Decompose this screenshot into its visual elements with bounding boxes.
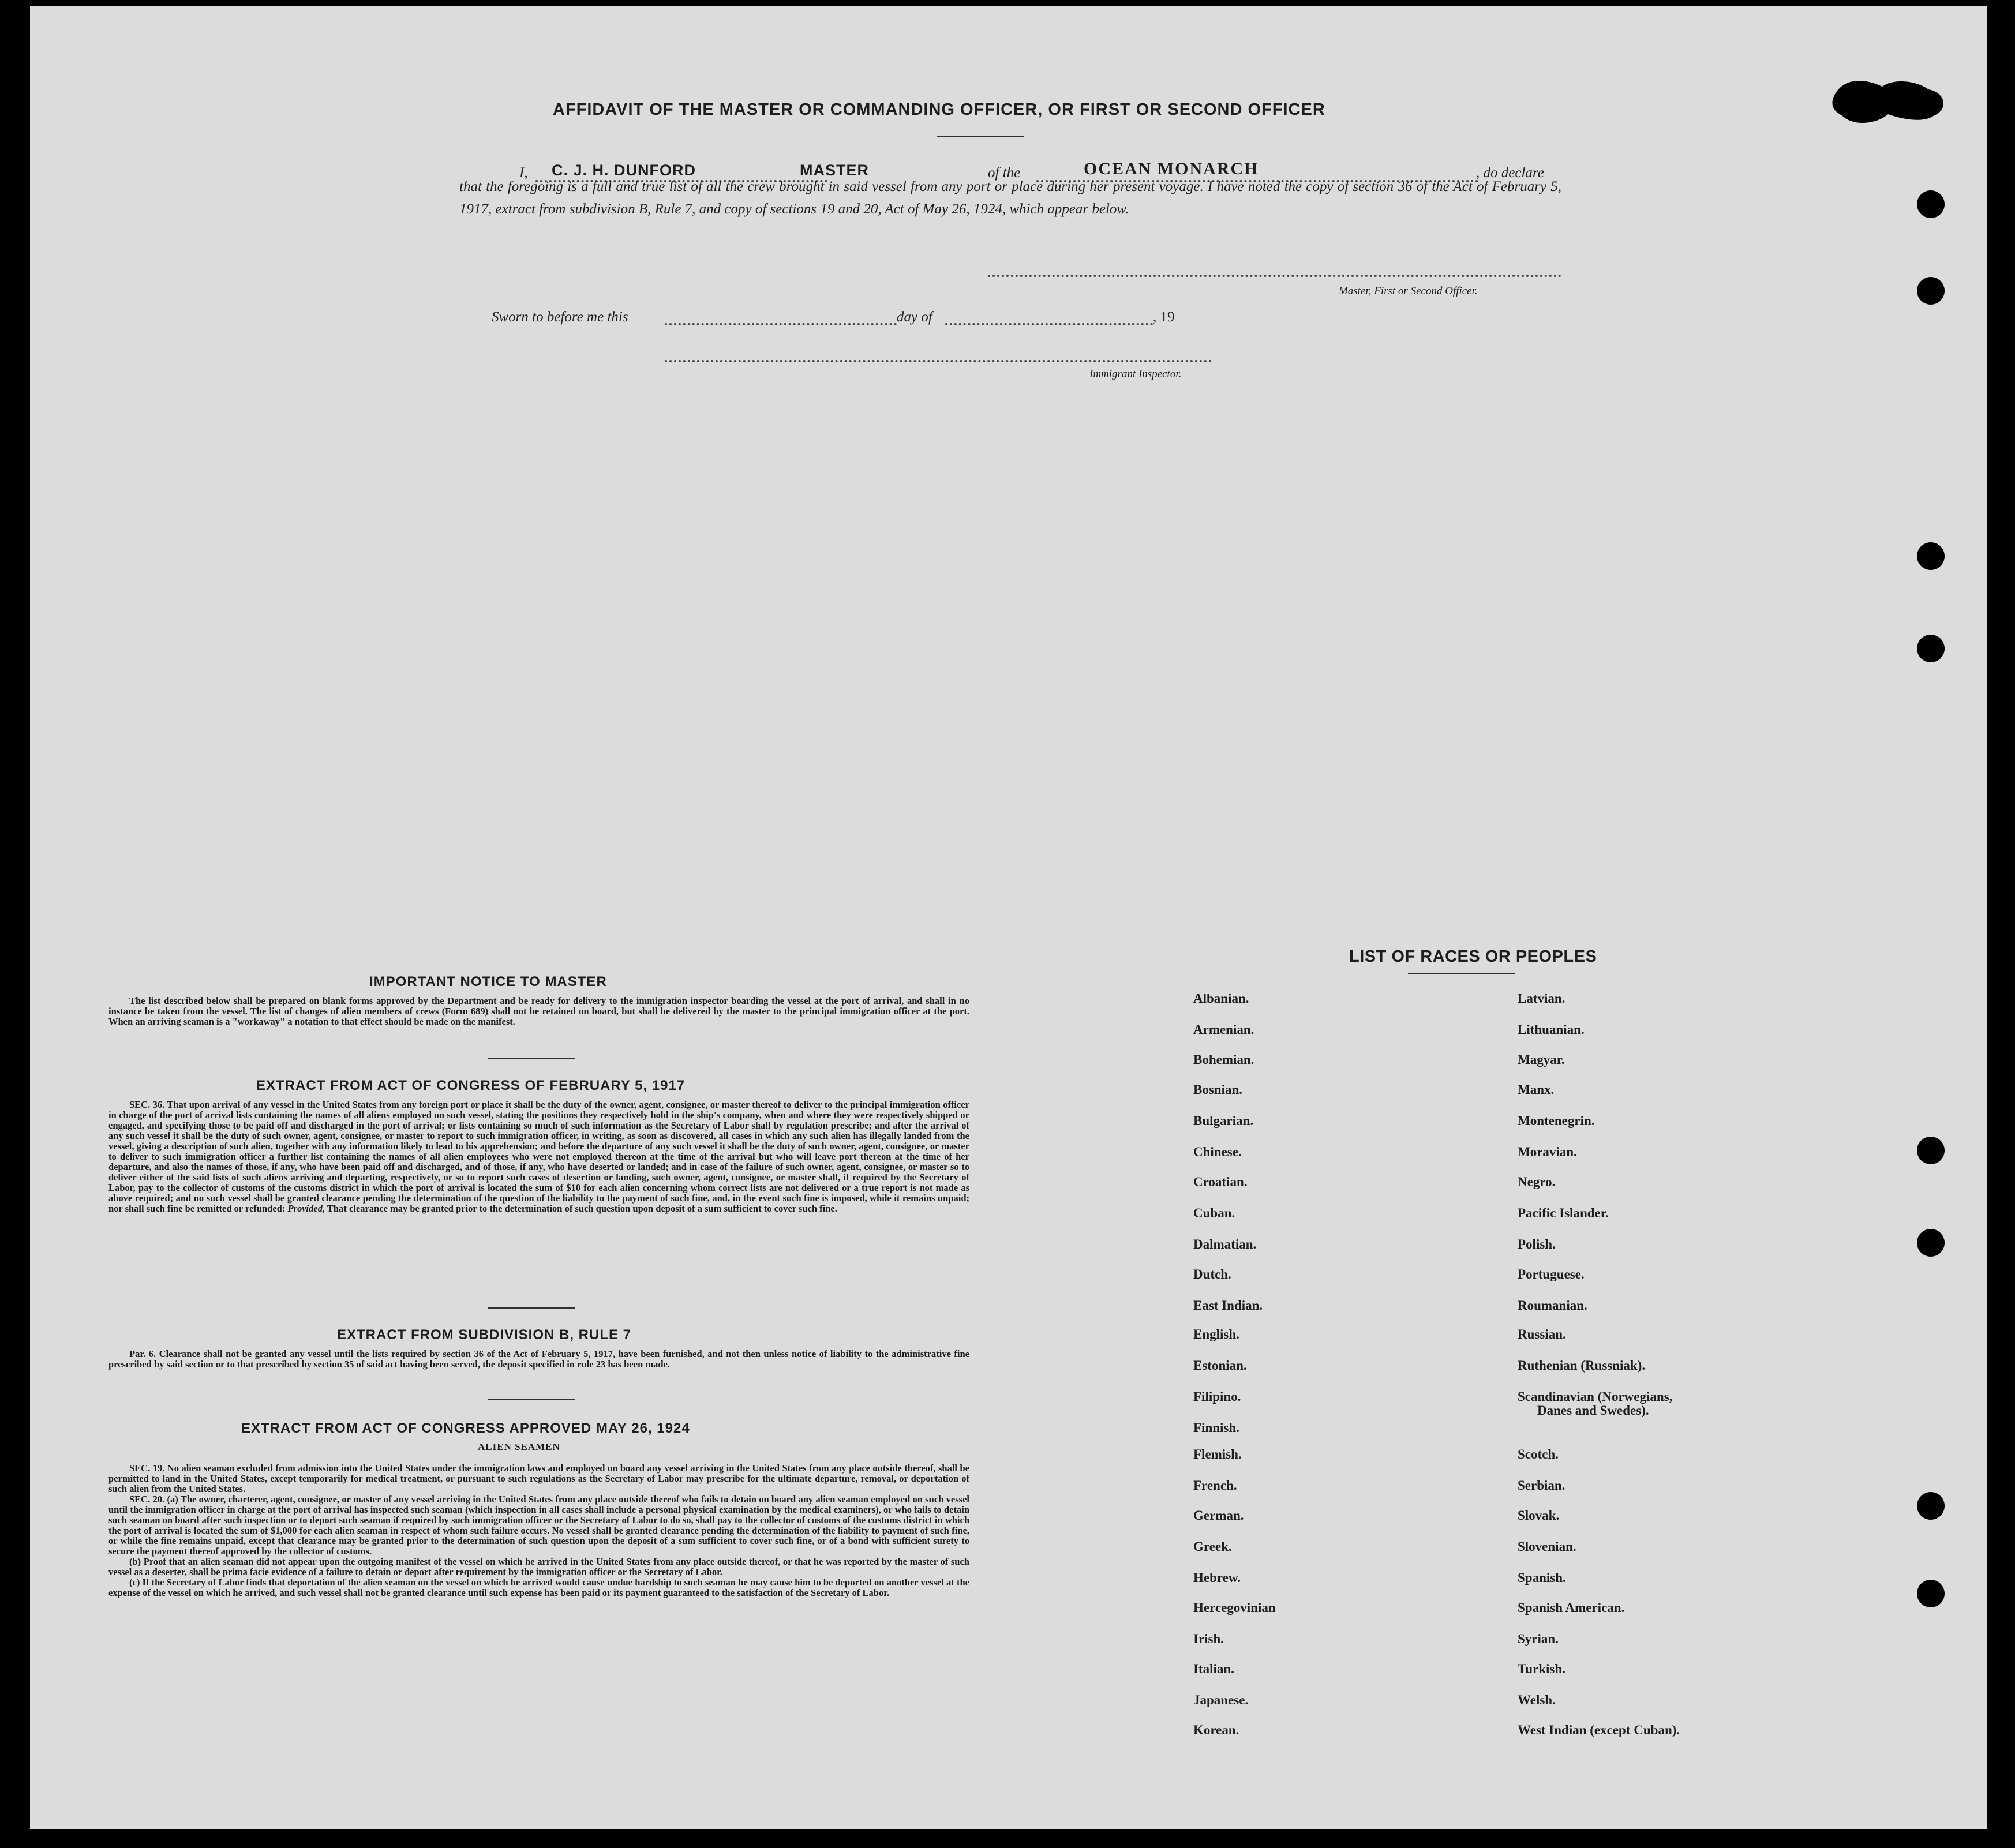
sec-19-paragraph: SEC. 19. No alien seaman excluded from admission into the United States under the immigration laws and employed on board any vessel arriving in the United States from any place outside thereof, shall be permitted to land in the United States, except temporarily for medical treatment, or pursuant to such regulations as the Secretary of Labor may prescribe for the ultimate departure, removal, or deportation of such alien from the United States.: [108, 1463, 969, 1494]
race-left: Armenian.: [1193, 1022, 1254, 1037]
punch-hole: [1917, 542, 1945, 570]
sworn-month-blank: [945, 323, 1153, 325]
race-left: Japanese.: [1193, 1693, 1249, 1707]
extract-1924-body: [108, 1463, 969, 1598]
sworn-prefix: Sworn to before me this: [492, 309, 628, 325]
race-right: Polish.: [1518, 1237, 1556, 1251]
race-right: Manx.: [1518, 1082, 1555, 1097]
race-right: Syrian.: [1518, 1632, 1559, 1646]
label-master: Master,: [1339, 285, 1372, 297]
punch-hole: [1917, 1229, 1945, 1257]
race-left: Cuban.: [1193, 1206, 1235, 1220]
race-right: Portuguese.: [1518, 1267, 1585, 1281]
race-left: Bohemian.: [1193, 1052, 1254, 1067]
race-left: Hercegovinian: [1193, 1600, 1276, 1615]
sec-36-label: SEC. 36.: [129, 1099, 165, 1110]
race-left: Korean.: [1193, 1723, 1239, 1737]
affidavit-of-the: of the: [988, 165, 1021, 181]
race-left: Dalmatian.: [1193, 1237, 1257, 1251]
race-left: Bosnian.: [1193, 1082, 1243, 1097]
race-left: German.: [1193, 1508, 1244, 1523]
rule7-paragraph: Par. 6. Clearance shall not be granted any vessel until the lists required by section 36 of the Act of February 5, 1917, have been furnished, and not then unless notice of liability to the administrative fine prescribed by said section or to that prescribed by section 35 of said act having been served, the deposit specified in rule 23 has been made.: [108, 1348, 969, 1370]
sec-20a-paragraph: SEC. 20. (a) The owner, charterer, agent, consignee, or master of any vessel arriving in the United States from any place outside thereof who fails to detain on board any alien seaman employed on such vessel until the immigration officer in charge at the port of arrival has inspected such seaman (which inspection in all cases shall include a personal physical examination by the medical examiners), or who fails to detain such seaman on board after such inspection or to deport such seaman if required by such immigration officer or the Secretary of Labor to do so, shall pay to the collector of customs of the customs district in which the port of arrival is located the sum of $1,000 for each alien seaman in respect of whom such failure occurs. No vessel shall be granted clearance pending the determination of the liability to payment of such fine, or while the fine remains unpaid, except that clearance may be granted prior to the determination of such question upon the deposit of a sum sufficient to cover such fine, or of a bond with sufficient surety to secure the payment thereof approved by the collector of customs.: [108, 1494, 969, 1557]
affidavit-declare: , do declare: [1476, 165, 1544, 181]
race-left: Bulgarian.: [1193, 1114, 1254, 1128]
punch-hole: [1917, 1580, 1945, 1607]
race-left: Irish.: [1193, 1632, 1224, 1646]
race-right: Lithuanian.: [1518, 1022, 1585, 1037]
signature-label: [1339, 285, 1478, 298]
punch-hole: [1917, 277, 1945, 305]
sec-20c-paragraph: (c) If the Secretary of Labor finds that deportation of the alien seaman on the vessel on which he arrived would cause undue hardship to such seaman he may cause him to be deported on another vessel at the expense of the vessel on which he arrived, and such vessel shall not be granted clearance until such expense has been paid or its payment guaranteed to the satisfaction of the Secretary of Labor.: [108, 1577, 969, 1598]
race-right: Roumanian.: [1518, 1298, 1587, 1313]
sworn-year: , 19: [1153, 309, 1175, 325]
race-right: Turkish.: [1518, 1662, 1565, 1676]
punch-hole: [1917, 635, 1945, 662]
sec-20b-paragraph: (b) Proof that an alien seaman did not appear upon the outgoing manifest of the vessel on which he arrived in the United States from any place outside thereof, or that he was reported by the master of such vessel as a deserter, shall be prima facie evidence of a failure to detain or deport after requirement by the immigration officer or the Secretary of Labor.: [108, 1556, 969, 1577]
rule7-title: EXTRACT FROM SUBDIVISION B, RULE 7: [337, 1327, 632, 1343]
extract-1924-title: EXTRACT FROM ACT OF CONGRESS APPROVED MAY 26, 1924: [241, 1420, 690, 1436]
officer-name: C. J. H. DUNFORD: [552, 162, 696, 179]
officer-rank: MASTER: [800, 162, 869, 179]
notice-paragraph: The list described below shall be prepared on blank forms approved by the Department and be ready for delivery to the immigration inspector boarding the vessel at the port of arrival, and shall in no instance be taken from the vessel. The list of changes of alien members of crews (Form 689) shall not be retained on board, but shall be delivered by the master to the principal immigration officer at the port. When an arriving seaman is a "workaway" a notation to that effect should be made on the manifest.: [108, 995, 969, 1027]
race-right: Spanish American.: [1518, 1600, 1625, 1615]
sworn-day-blank: [665, 323, 897, 325]
extract-1917-title: EXTRACT FROM ACT OF CONGRESS OF FEBRUARY 5, 1917: [256, 1078, 686, 1093]
race-right: Slovak.: [1518, 1508, 1560, 1523]
inspector-label: Immigrant Inspector.: [1089, 368, 1182, 380]
race-right: Spanish.: [1518, 1570, 1566, 1585]
signature-line: [988, 275, 1561, 277]
race-right: Latvian.: [1518, 991, 1565, 1006]
sworn-day-of: day of: [897, 309, 932, 325]
race-left: Hebrew.: [1193, 1570, 1241, 1585]
race-right: Montenegrin.: [1518, 1114, 1595, 1128]
race-right: West Indian (except Cuban).: [1518, 1723, 1680, 1737]
affidavit-title: AFFIDAVIT OF THE MASTER OR COMMANDING OFFICER, OR FIRST OR SECOND OFFICER: [553, 100, 1325, 119]
race-right: Negro.: [1518, 1175, 1556, 1189]
race-left: East Indian.: [1193, 1298, 1263, 1313]
punch-hole: [1917, 1492, 1945, 1520]
extract-1917-divider: [488, 1307, 575, 1309]
race-right: Ruthenian (Russniak).: [1518, 1358, 1646, 1373]
race-left: English.: [1193, 1327, 1239, 1341]
race-right: Danes and Swedes).: [1537, 1403, 1649, 1418]
race-left: Albanian.: [1193, 991, 1249, 1006]
alien-seamen-heading: ALIEN SEAMEN: [478, 1441, 560, 1452]
declaration-text: that the foregoing is a full and true list of all the crew brought in said vessel from any port or place during her present voyage. I have noted the copy of section 36 of the Act of February 5, 1917, extract from subdivision B, Rule 7, and copy of sections 19 and 20, Act of May 26, 1924, which appear below.: [459, 179, 1561, 217]
punch-hole: [1917, 190, 1945, 218]
label-struck-officer: First or Second Officer.: [1374, 285, 1478, 297]
proviso-text: That clearance may be granted prior to the determination of such question upon deposit of a sum sufficient to cover such fine.: [327, 1203, 837, 1214]
race-left: Dutch.: [1193, 1267, 1231, 1281]
race-right: Magyar.: [1518, 1052, 1565, 1067]
race-right: Pacific Islander.: [1518, 1206, 1609, 1220]
rule7-body: [108, 1349, 969, 1370]
race-right: Scandinavian (Norwegians,: [1518, 1389, 1673, 1404]
title-divider: [937, 136, 1024, 137]
race-left: Finnish.: [1193, 1420, 1239, 1435]
notice-divider: [488, 1058, 575, 1059]
race-right: Serbian.: [1518, 1478, 1565, 1493]
sec-36-text: That upon arrival of any vessel in the United States from any foreign port or place it shall be the duty of the owner, agent, consignee, or master thereof to deliver to the principal immigration officer in charge of the port of arrival lists containing the names of all aliens employed on such vessel, stating the positions they respectively hold in the ship's company, when and where they were respectively shipped or engaged, and specifying those to be paid off and discharged in the port of arrival; or lists containing so much of such information as the Secretary of Labor shall by regulation prescribe; and after the arrival of any such vessel it shall be the duty of such owner, agent, consignee, or master to report to such immigration officer, in writing, as soon as discovered, all cases in which any such alien has illegally landed from the vessel, giving a description of such alien, together with any information likely to lead to his apprehension; and before the departure of any such vessel it shall be the duty of such owner, agent, consignee, or master to deliver to such immigration officer a further list containing the names of all alien employees who were not employed thereon at the time of the arrival but who will leave port thereon at the time of her departure, and also the names of those, if any, who have been paid off and discharged, and of those, if any, who have deserted or landed; and in case of the failure of such owner, agent, consignee, or master so to deliver either of the said lists of such aliens arriving and departing, respectively, or so to report such cases of desertion or landing, such owner, agent, consignee, or master shall, if required by the Secretary of Labor, pay to the collector of customs of the customs district in which the port of arrival is located the sum of $10 for each alien concerning whom correct lists are not delivered or a true report is not made as above required; and no such vessel shall be granted clearance pending the determination of the question of the liability to the payment of such fine, and, in the event such fine is imposed, while it remains unpaid; nor shall such fine be remitted or refunded:: [108, 1099, 969, 1214]
notice-title: IMPORTANT NOTICE TO MASTER: [369, 974, 607, 989]
race-left: Chinese.: [1193, 1145, 1242, 1159]
race-left: French.: [1193, 1478, 1237, 1493]
torn-corner-blot: [1830, 69, 1952, 133]
extract-1917-body: [108, 1100, 969, 1214]
race-left: Croatian.: [1193, 1175, 1248, 1189]
race-left: Italian.: [1193, 1662, 1234, 1676]
race-left: Estonian.: [1193, 1358, 1247, 1373]
race-right: Russian.: [1518, 1327, 1566, 1341]
rule7-divider: [488, 1399, 575, 1400]
race-right: Welsh.: [1518, 1693, 1556, 1707]
race-left: Flemish.: [1193, 1447, 1242, 1461]
races-title: LIST OF RACES OR PEOPLES: [1349, 947, 1597, 966]
race-left: Filipino.: [1193, 1389, 1241, 1404]
race-right: Slovenian.: [1518, 1539, 1576, 1554]
race-right: Scotch.: [1518, 1447, 1559, 1461]
notice-body: [108, 996, 969, 1027]
punch-hole: [1917, 1137, 1945, 1164]
ship-name: OCEAN MONARCH: [1084, 159, 1259, 178]
proviso-word: Provided,: [287, 1203, 325, 1214]
affidavit-prefix: I,: [519, 165, 528, 181]
race-left: Greek.: [1193, 1539, 1232, 1554]
document-page: [30, 6, 1987, 1829]
inspector-line: [665, 360, 1212, 362]
races-divider: [1408, 973, 1515, 974]
race-right: Moravian.: [1518, 1145, 1577, 1159]
extract-1917-paragraph: [108, 1100, 969, 1214]
